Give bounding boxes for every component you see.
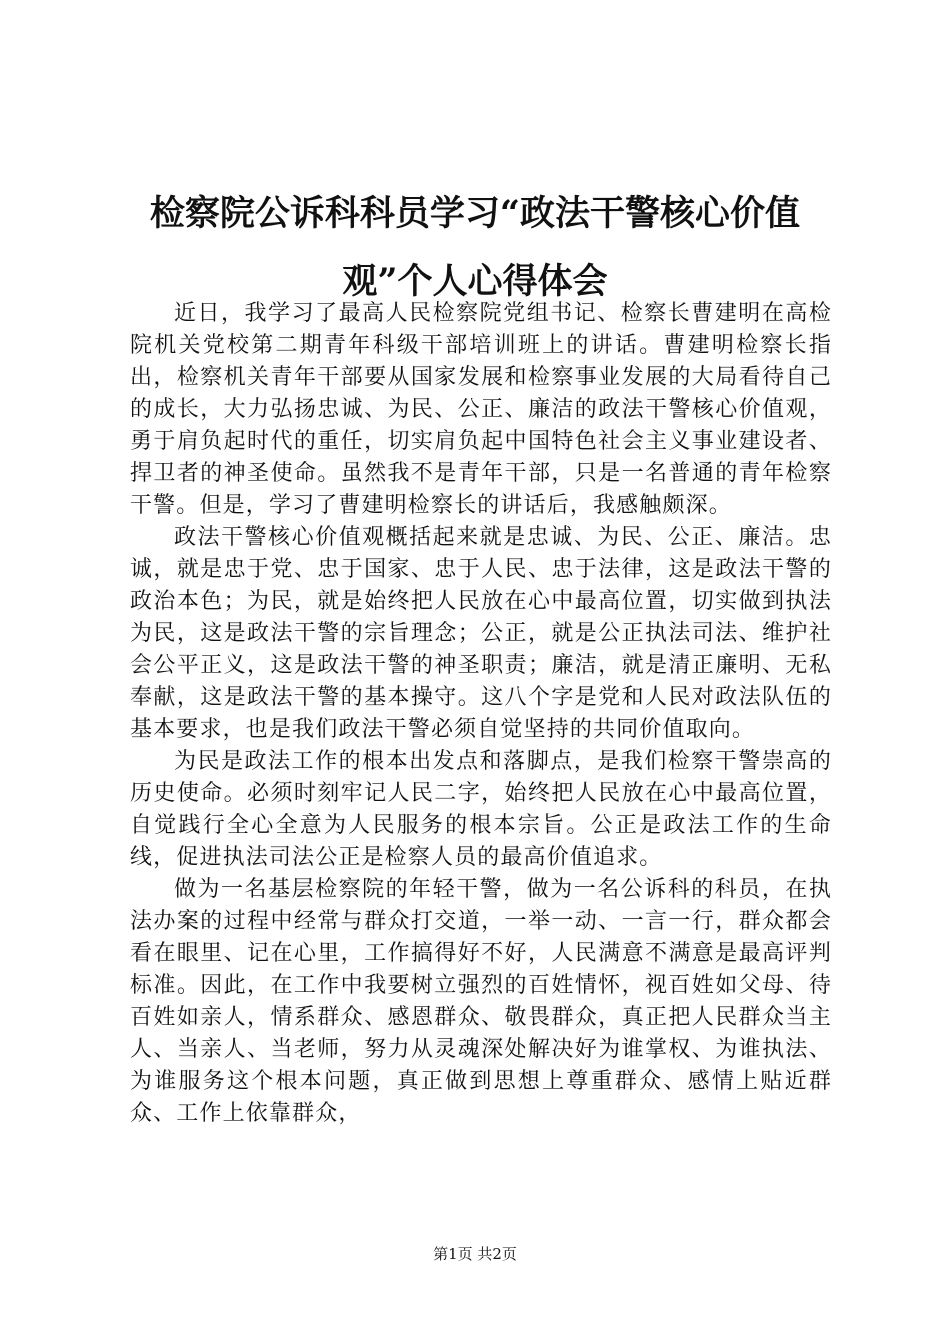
document-body bbox=[130, 298, 832, 1130]
paragraph-1: 近日，我学习了最高人民检察院党组书记、检察长曹建明在高检院机关党校第二期青年科级干部培训班上的讲话。曹建明检察长指出，检察机关青年干部要从国家发展和检察事业发展的大局看待自己的成长，大力弘扬忠诚、为民、公正、廉洁的政法干警核心价值观，勇于肩负起时代的重任，切实肩负起中国特色社会主义事业建设者、捍卫者的神圣使命。虽然我不是青年干部，只是一名普通的青年检察干警。但是，学习了曹建明检察长的讲话后，我感触颇深。 bbox=[130, 301, 832, 518]
page-footer: 第1页 共2页 bbox=[433, 1245, 517, 1263]
document-title: 检察院公诉科科员学习“政法干警核心价值观”个人心得体会 bbox=[149, 193, 801, 302]
paragraph-3: 为民是政法工作的根本出发点和落脚点，是我们检察干警崇高的历史使命。必须时刻牢记人民二字，始终把人民放在心中最高位置，自觉践行全心全意为人民服务的根本宗旨。公正是政法工作的生命线，促进执法司法公正是检察人员的最高价值追求。 bbox=[130, 749, 832, 870]
paragraph-4: 做为一名基层检察院的年轻干警，做为一名公诉科的科员，在执法办案的过程中经常与群众打交道，一举一动、一言一行，群众都会看在眼里、记在心里，工作搞得好不好，人民满意不满意是最高评判标准。因此，在工作中我要树立强烈的百姓情怀，视百姓如父母、待百姓如亲人，情系群众、感恩群众、敬畏群众，真正把人民群众当主人、当亲人、当老师，努力从灵魂深处解决好为谁掌权、为谁执法、为谁服务这个根本问题，真正做到思想上尊重群众、感情上贴近群众、工作上依靠群众， bbox=[130, 877, 832, 1126]
paragraph-2: 政法干警核心价值观概括起来就是忠诚、为民、公正、廉洁。忠诚，就是忠于党、忠于国家、忠于人民、忠于法律，这是政法干警的政治本色；为民，就是始终把人民放在心中最高位置，切实做到执法为民，这是政法干警的宗旨理念；公正，就是公正执法司法、维护社会公平正义，这是政法干警的神圣职责；廉洁，就是清正廉明、无私奉献，这是政法干警的基本操守。这八个字是党和人民对政法队伍的基本要求，也是我们政法干警必须自觉坚持的共同价值取向。 bbox=[130, 525, 832, 742]
